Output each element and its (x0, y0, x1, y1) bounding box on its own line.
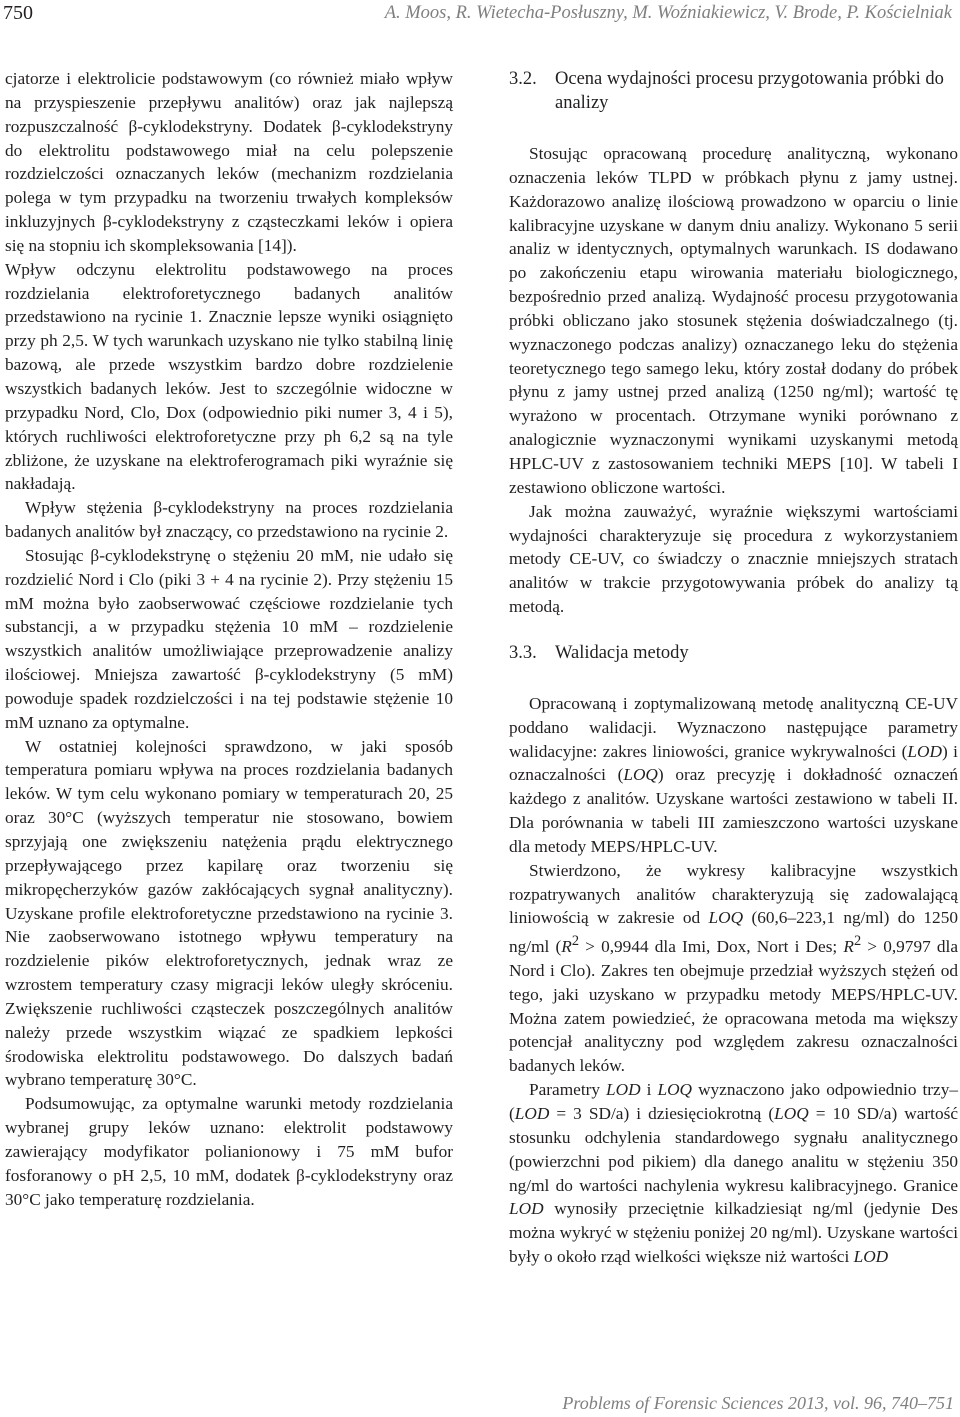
paragraph: W ostatniej kolejności sprawdzono, w jaki sposób temperatura pomiaru wpływa na proces rozdzielania badanych leków. W tym celu wykonano pomiary w temperaturach 20, 25 oraz 30°C (wyższych temperatur nie stosowano, bowiem sprzyjają one zwiększeniu natężenia prądu elektrycznego przepływającego przez kapilarę oraz tworzeniu się mikropęcherzyków gazów zakłócających sygnał analityczny). Uzyskane profile elektroforetyczne przedstawiono na rycinie 3. Nie zaobserwowano istotnego wpływu temperatury na rozdzielenie pików elektroforetycznych, jednak wraz ze wzrostem temperatury czasy migracji leków uległy skróceniu. Zwiększenie ruchliwości cząsteczek poszczególnych analitów należy przede wszystkim wiązać ze spadkiem lepkości środowiska elektrolitu podstawowego. Do dalszych badań wybrano temperaturę 30°C. (5, 736, 453, 1090)
left-column (5, 67, 453, 1212)
paragraph: Stosując opracowaną procedurę analityczną, wykonano oznaczenia leków TLPD w próbkach płynu z jamy ustnej. Każdorazowo analizę ilościową prowadzono w oparciu o linie kalibracyjne uzyskane w danym dniu analizy. Wykonano 5 serii analiz w identycznych, optymalnych warunkach. IS dodawano po zakończeniu etapu wirowania materiału biologicznego, bezpośrednio przed analizą. Wydajność procesu przygotowania próbki obliczano jako stosunek stężenia doświadczalnego (tj. wyznaczonego podczas analizy) oznaczanego leku do stężenia teoretycznego tego samego leku, który został dodany do próbek płynu z jamy ustnej przed analizą (1250 ng/ml); wartość tę wyrażono w procentach. Otrzymane wyniki porównano z analogicznie wyznaczonymi wynikami uzyskanymi metodą HPLC-UV z zastosowaniem techniki MEPS [10]. W tabeli I zestawiono obliczone wartości. (509, 144, 958, 497)
section-number: 3.3. (509, 642, 537, 663)
paragraph: Stosując β-cyklodekstrynę o stężeniu 20 mM, nie udało się rozdzielić Nord i Clo (piki 3 + 4 na rycinie 2). Przy stężeniu 15 mM można było zaobserwować częściowe rozdzielanie tych substancji, a w przypadku stężenia 10 mM – rozdzielenie wszystkich analitów umożliwiające przeprowadzenie analizy ilościowej. Mniejsza zawartość β-cyklodekstryny (5 mM) powoduje spadek rozdzielczości i na tej podstawie stężenie 10 mM uznano za optymalne. (5, 545, 453, 732)
page-number: 750 (3, 2, 33, 24)
paragraph: cjatorze i elektrolicie podstawowym (co również miało wpływ na przyspieszenie przepływu analitów) oraz jak najlepszą rozpuszczalność β-cyklodekstryny. Dodatek β-cyklodekstryny do elektrolitu podstawowego miał na celu polepszenie rozdzielczości oznaczanych leków (mechanizm rozdzielania polega w tym przypadku na tworzeniu trwałych kompleksów inkluzyjnych β-cyklodekstryny z cząsteczkami leków i opiera się na stopniu ich skompleksowania [14]). (5, 69, 453, 255)
paragraph: Parametry LOD i LOQ wyznaczono jako odpowiednio trzy– (LOD = 3 SD/a) i dziesięciokrotną (LOQ = 10 SD/a) wartość stosunku odchylenia standardowego sygnału analitycznego (powierzchni pod pikiem) dla danego analitu w stężeniu 350 ng/ml do wartości nachylenia wykresu kalibracyjnego. Granice LOD wynosiły przeciętnie kilkadziesiąt ng/ml (jedynie Des można wykryć w stężeniu poniżej 20 ng/ml). Uzyskane wartości były o około rząd wielkości większe niż wartości LOD (509, 1080, 958, 1267)
running-header-authors: A. Moos, R. Wietecha-Posłuszny, M. Woźniakiewicz, V. Brode, P. Kościelniak (384, 3, 952, 23)
right-column (509, 67, 958, 1269)
page-header (0, 0, 960, 40)
paragraph: Podsumowując, za optymalne warunki metody rozdzielania wybranej grupy leków uznano: elektrolit podstawowy zawierający modyfikator polianionowy i 75 mM bufor fosforanowy o pH 2,5, 10 mM, dodatek β-cyklodekstryny oraz 30°C jako temperaturę rozdzielania. (5, 1094, 453, 1209)
section-title: Walidacja metody (555, 642, 689, 663)
section-heading-3-3 (509, 641, 958, 665)
paragraph: Stwierdzono, że wykresy kalibracyjne wszystkich rozpatrywanych analitów charakteryzują się zadowalającą liniowością w zakresie od LOQ (60,6–223,1 ng/ml) do 1250 ng/ml ($R^2 > 0,9944$ dla Imi, Dox, Nort i Des; $R^2 > 0,9797$ dla Nord i Clo). Zakres ten obejmuje przedział wyższych stężeń od tego, jaki uzyskano w przypadku metody MEPS/HPLC-UV. Można zatem powiedzieć, że opracowana metoda ma większy potencjał analityczny pod względem zakresu oznaczalności badanych leków. (509, 860, 958, 1076)
section-heading-3-2 (509, 67, 958, 115)
section-number: 3.2. (509, 69, 537, 89)
section-title: Ocena wydajności procesu przygotowania próbki do analizy (555, 69, 944, 113)
paragraph: Wpływ odczynu elektrolitu podstawowego na proces rozdzielania elektroforetycznego badanych analitów przedstawiono na rycinie 1. Znacznie lepsze wyniki osiągnięto przy ph 2,5. W tych warunkach uzyskano nie tylko stabilną linię bazową, ale przede wszystkim bardzo dobre rozdzielenie wszystkich badanych leków. Jest to szczególnie widoczne w przypadku Nord, Clo, Dox (odpowiednio piki numer 3, 4 i 5), których ruchliwości elektroforetyczne przy ph 6,2 są na tyle zbliżone, że uzyskane na elektroferogramach piki wyraźnie się nakładają. (5, 259, 453, 494)
paragraph: Jak można zauważyć, wyraźnie większymi wartościami wydajności charakteryzuje się procedura z wykorzystaniem metody CE-UV, co świadczy o znacznie mniejszych stratach analitów w trakcie przygotowywania próbek do analizy tą metodą. (509, 501, 958, 617)
footer-journal: Problems of Forensic Sciences 2013, vol. 96, 740–751 (562, 1393, 954, 1413)
paragraph: Opracowaną i zoptymalizowaną metodę analityczną CE-UV poddano walidacji. Wyznaczono następujące parametry walidacyjne: zakres liniowości, granice wykrywalności (LOD) i oznaczalności (LOQ) oraz precyzję i dokładność oznaczeń każdego z analitów. Uzyskane wartości zestawiono w tabeli II. Dla porównania w tabeli III zamieszczono wartości uzyskane dla metody MEPS/HPLC-UV. (509, 693, 958, 856)
paragraph: Wpływ stężenia β-cyklodekstryny na proces rozdzielania badanych analitów był znaczący, co przedstawiono na rycinie 2. (5, 498, 453, 542)
